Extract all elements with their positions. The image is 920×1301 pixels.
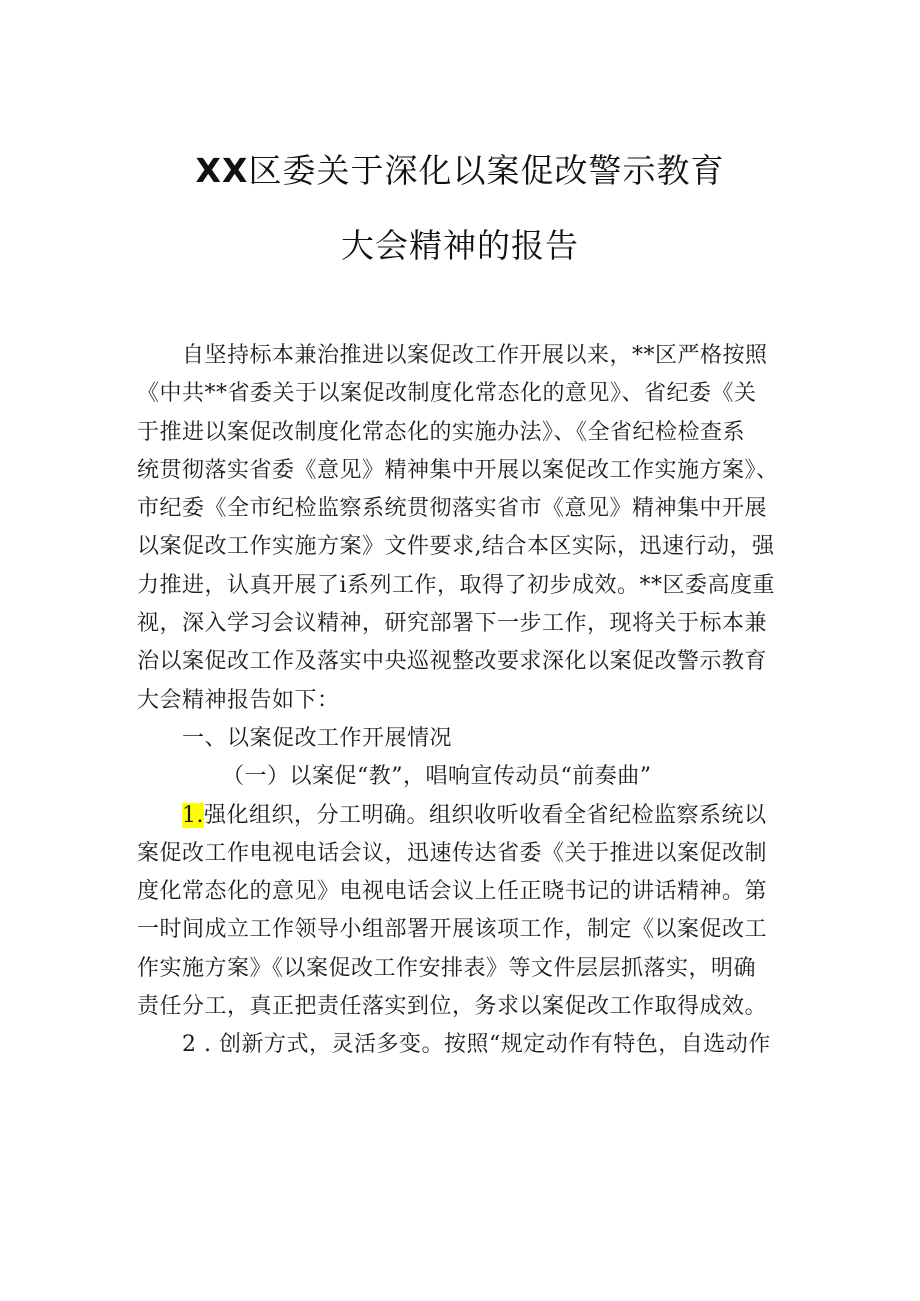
paragraph-line: 力推进，认真开展了i系列工作，取得了初步成效。**区委高度重 <box>137 572 776 598</box>
paragraph-line-text: 强化组织，分工明确。组织收听收看全省纪检监察系统以 <box>204 802 767 828</box>
subsection-heading: （一）以案促“教”，唱响宣传动员“前奏曲” <box>222 764 652 790</box>
paragraph-line: 统贯彻落实省委《意见》精神集中开展以案促改工作实施方案》、 <box>137 457 779 483</box>
document-title-line-1 <box>0 145 920 192</box>
paragraph-line: 于推进以案促改制度化常态化的实施办法》、《全省纪检检查系 <box>137 419 746 445</box>
paragraph-line: 责任分工，真正把责任落实到位，务求以案促改工作取得成效。 <box>137 994 768 1020</box>
paragraph-line: 市纪委《全市纪检监察系统贯彻落实省市《意见》精神集中开展 <box>137 496 768 522</box>
title-prefix: XX <box>195 151 249 190</box>
section-heading: 一、以案促改工作开展情况 <box>182 725 453 751</box>
title-line-1-text: 区委关于深化以案促改警示教育 <box>248 151 725 190</box>
paragraph-line <box>137 797 797 835</box>
paragraph-line: 度化常态化的意见》电视电话会议上任正晓书记的讲话精神。第 <box>137 879 768 905</box>
paragraph-line: 视，深入学习会议精神，研究部署下一步工作，现将关于标本兼 <box>137 611 768 637</box>
document-body <box>137 337 797 1065</box>
document-title-line-2: 大会精神的报告 <box>341 226 579 265</box>
paragraph-line: 案促改工作电视电话会议，迅速传达省委《关于推进以案促改制 <box>137 840 768 866</box>
paragraph-line: 大会精神报告如下： <box>137 687 340 713</box>
item-number-highlight: 1. <box>182 802 204 828</box>
paragraph-line: 自坚持标本兼治推进以案促改工作开展以来，**区严格按照 <box>182 343 768 368</box>
paragraph-line: 一时间成立工作领导小组部署开展该项工作，制定《以案促改工 <box>137 917 768 943</box>
paragraph-line: 以案促改工作实施方案》文件要求,结合本区实际，迅速行动，强 <box>137 534 775 560</box>
paragraph-line: 治以案促改工作及落实中央巡视整改要求深化以案促改警示教育 <box>137 649 768 675</box>
paragraph-line: 《中共**省委关于以案促改制度化常态化的意见》、省纪委《关 <box>137 381 757 407</box>
paragraph-line: 2 . 创新方式，灵活多变。按照“规定动作有特色，自选动作 <box>182 1032 771 1058</box>
paragraph-line: 作实施方案》《以案促改工作安排表》等文件层层抓落实，明确 <box>137 955 757 981</box>
